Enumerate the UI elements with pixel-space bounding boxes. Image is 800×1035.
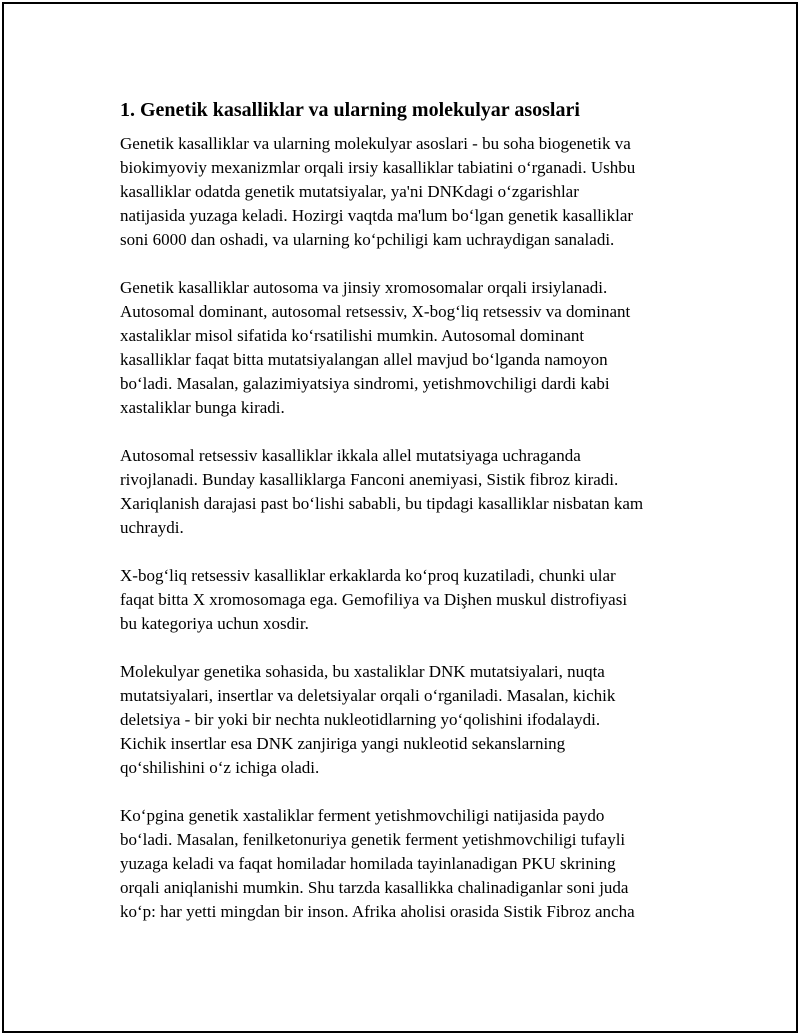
paragraph-3	[120, 444, 692, 540]
text-line: Autosomal dominant, autosomal retsessiv, X-bog‘liq retsessiv va dominant	[120, 302, 631, 321]
text-line: kasalliklar faqat bitta mutatsiyalangan allel mavjud bo‘lganda namoyon	[120, 350, 608, 369]
text-line: ko‘p: har yetti mingdan bir inson. Afrika aholisi orasida Sistik Fibroz ancha	[120, 902, 635, 921]
text-line: X-bog‘liq retsessiv kasalliklar erkaklarda ko‘proq kuzatiladi, chunki ular	[120, 566, 616, 585]
text-line: uchraydi.	[120, 518, 184, 537]
text-line: faqat bitta X xromosomaga ega. Gemofiliya va Dişhen muskul distrofiyasi	[120, 590, 628, 609]
paragraph-6	[120, 804, 692, 924]
text-line: Genetik kasalliklar va ularning molekulyar asoslari - bu soha biogenetik va	[120, 134, 631, 153]
text-line: xastaliklar bunga kiradi.	[120, 398, 285, 417]
text-line: orqali aniqlanishi mumkin. Shu tarzda kasallikka chalinadiganlar soni juda	[120, 878, 629, 897]
page-frame	[2, 2, 798, 1033]
text-line: mutatsiyalari, insertlar va deletsiyalar orqali o‘rganiladi. Masalan, kichik	[120, 686, 616, 705]
text-line: biokimyoviy mexanizmlar orqali irsiy kasalliklar tabiatini o‘rganadi. Ushbu	[120, 158, 636, 177]
text-line: Autosomal retsessiv kasalliklar ikkala allel mutatsiyaga uchraganda	[120, 446, 581, 465]
text-line: Kichik insertlar esa DNK zanjiriga yangi nukleotid sekanslarning	[120, 734, 566, 753]
text-line: natijasida yuzaga keladi. Hozirgi vaqtda ma'lum bo‘lgan genetik kasalliklar	[120, 206, 634, 225]
text-line: bo‘ladi. Masalan, fenilketonuriya genetik ferment yetishmovchiligi tufayli	[120, 830, 626, 849]
document-body	[120, 98, 692, 948]
text-line: Molekulyar genetika sohasida, bu xastaliklar DNK mutatsiyalari, nuqta	[120, 662, 605, 681]
text-line: qo‘shilishini o‘z ichiga oladi.	[120, 758, 320, 777]
paragraph-5	[120, 660, 692, 780]
text-line: bu kategoriya uchun xosdir.	[120, 614, 309, 633]
paragraph-1	[120, 132, 692, 252]
text-line: kasalliklar odatda genetik mutatsiyalar, ya'ni DNKdagi o‘zgarishlar	[120, 182, 579, 201]
text-line: soni 6000 dan oshadi, va ularning ko‘pchiligi kam uchraydigan sanaladi.	[120, 230, 615, 249]
paragraph-4	[120, 564, 692, 636]
text-line: yuzaga keladi va faqat homiladar homilada tayinlanadigan PKU skrining	[120, 854, 616, 873]
text-line: deletsiya - bir yoki bir nechta nukleotidlarning yo‘qolishini ifodalaydi.	[120, 710, 601, 729]
text-line: Genetik kasalliklar autosoma va jinsiy xromosomalar orqali irsiylanadi.	[120, 278, 608, 297]
text-line: xastaliklar misol sifatida ko‘rsatilishi mumkin. Autosomal dominant	[120, 326, 585, 345]
paragraph-2	[120, 276, 692, 420]
text-line: Ko‘pgina genetik xastaliklar ferment yetishmovchiligi natijasida paydo	[120, 806, 605, 825]
text-line: bo‘ladi. Masalan, galazimiyatsiya sindromi, yetishmovchiligi dardi kabi	[120, 374, 610, 393]
text-line: Xariqlanish darajasi past bo‘lishi sababli, bu tipdagi kasalliklar nisbatan kam	[120, 494, 644, 513]
section-heading: 1. Genetik kasalliklar va ularning molekulyar asoslari	[120, 99, 580, 121]
text-line: rivojlanadi. Bunday kasalliklarga Fanconi anemiyasi, Sistik fibroz kiradi.	[120, 470, 619, 489]
